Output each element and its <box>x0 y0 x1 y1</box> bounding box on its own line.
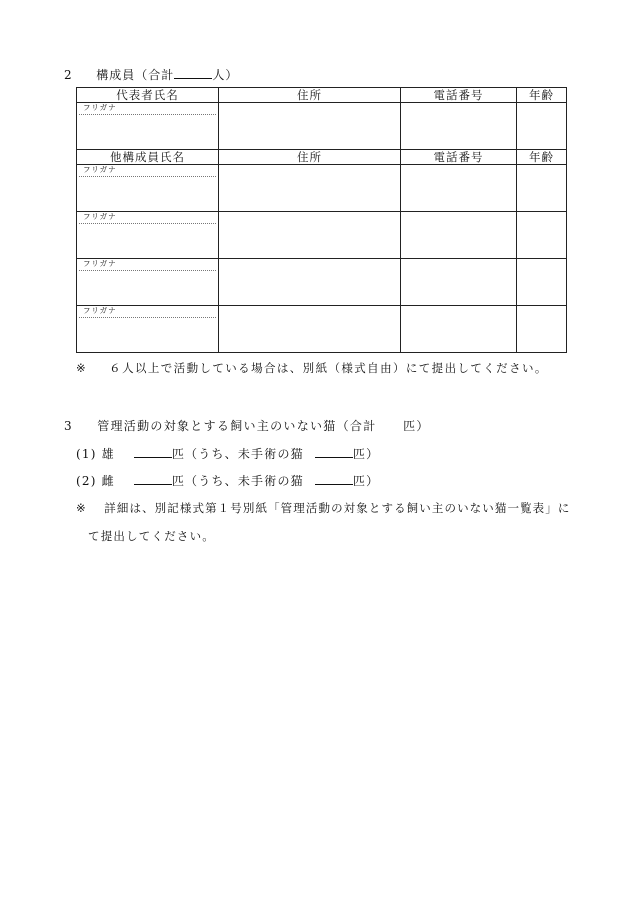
male-count-line <box>76 445 379 462</box>
header-address: 住所 <box>219 88 401 103</box>
members-table <box>76 87 567 353</box>
representative-header-row <box>77 88 567 103</box>
section2-number: 2 <box>64 68 73 82</box>
note-text-line1: 詳細は、別記様式第１号別紙「管理活動の対象とする飼い主のいない猫一覧表」に <box>104 501 571 515</box>
section2-title-suffix: 人） <box>212 68 239 82</box>
phone-cell[interactable] <box>401 165 517 212</box>
male-close: 匹） <box>352 447 380 461</box>
phone-cell[interactable] <box>401 306 517 353</box>
female-count-blank[interactable] <box>134 473 172 485</box>
name-cell[interactable] <box>77 306 219 353</box>
male-label: (1) 雄 <box>76 447 115 461</box>
other-members-header-row <box>77 150 567 165</box>
phone-cell[interactable] <box>401 103 517 150</box>
header-other-member-name: 他構成員氏名 <box>77 150 219 165</box>
note-mark: ※ <box>76 361 88 375</box>
note-mark: ※ <box>76 501 87 515</box>
female-unoperated-blank[interactable] <box>315 473 353 485</box>
note-text-line2: て提出してください。 <box>88 529 215 543</box>
female-label: (2) 雌 <box>76 474 115 488</box>
address-cell[interactable] <box>219 103 401 150</box>
phone-cell[interactable] <box>401 212 517 259</box>
address-cell[interactable] <box>219 259 401 306</box>
header-address: 住所 <box>219 150 401 165</box>
age-cell[interactable] <box>517 165 567 212</box>
section2-title-prefix: 構成員（合計 <box>96 68 175 82</box>
name-cell[interactable] <box>77 103 219 150</box>
section2-note <box>76 360 548 376</box>
male-unit: 匹（うち、未手術の猫 <box>171 447 304 461</box>
address-cell[interactable] <box>219 212 401 259</box>
male-count-blank[interactable] <box>134 446 172 458</box>
section2-heading <box>64 66 238 83</box>
section3-note-line1 <box>76 500 570 516</box>
furigana-label: フリガナ <box>79 103 216 115</box>
member-total-blank[interactable] <box>174 67 212 79</box>
header-phone: 電話番号 <box>401 150 517 165</box>
phone-cell[interactable] <box>401 259 517 306</box>
female-count-line <box>76 472 379 489</box>
furigana-label: フリガナ <box>79 212 216 224</box>
table-row <box>77 306 567 353</box>
furigana-label: フリガナ <box>79 259 216 271</box>
male-unoperated-blank[interactable] <box>315 446 353 458</box>
age-cell[interactable] <box>517 212 567 259</box>
female-unit: 匹（うち、未手術の猫 <box>171 474 304 488</box>
header-representative-name: 代表者氏名 <box>77 88 219 103</box>
age-cell[interactable] <box>517 306 567 353</box>
header-phone: 電話番号 <box>401 88 517 103</box>
section3-title: 管理活動の対象とする飼い主のいない猫（合計 匹） <box>97 419 430 433</box>
section3-heading <box>64 417 430 434</box>
address-cell[interactable] <box>219 306 401 353</box>
address-cell[interactable] <box>219 165 401 212</box>
age-cell[interactable] <box>517 259 567 306</box>
age-cell[interactable] <box>517 103 567 150</box>
table-row <box>77 259 567 306</box>
header-age: 年齢 <box>517 150 567 165</box>
female-close: 匹） <box>352 474 380 488</box>
furigana-label: フリガナ <box>79 165 216 177</box>
note-text: ６人以上で活動している場合は、別紙（様式自由）にて提出してください。 <box>109 361 548 375</box>
table-row <box>77 165 567 212</box>
name-cell[interactable] <box>77 259 219 306</box>
section3-note-line2 <box>88 528 215 544</box>
header-age: 年齢 <box>517 88 567 103</box>
table-row <box>77 212 567 259</box>
section3-number: 3 <box>64 419 73 433</box>
furigana-label: フリガナ <box>79 306 216 318</box>
name-cell[interactable] <box>77 165 219 212</box>
name-cell[interactable] <box>77 212 219 259</box>
table-row <box>77 103 567 150</box>
